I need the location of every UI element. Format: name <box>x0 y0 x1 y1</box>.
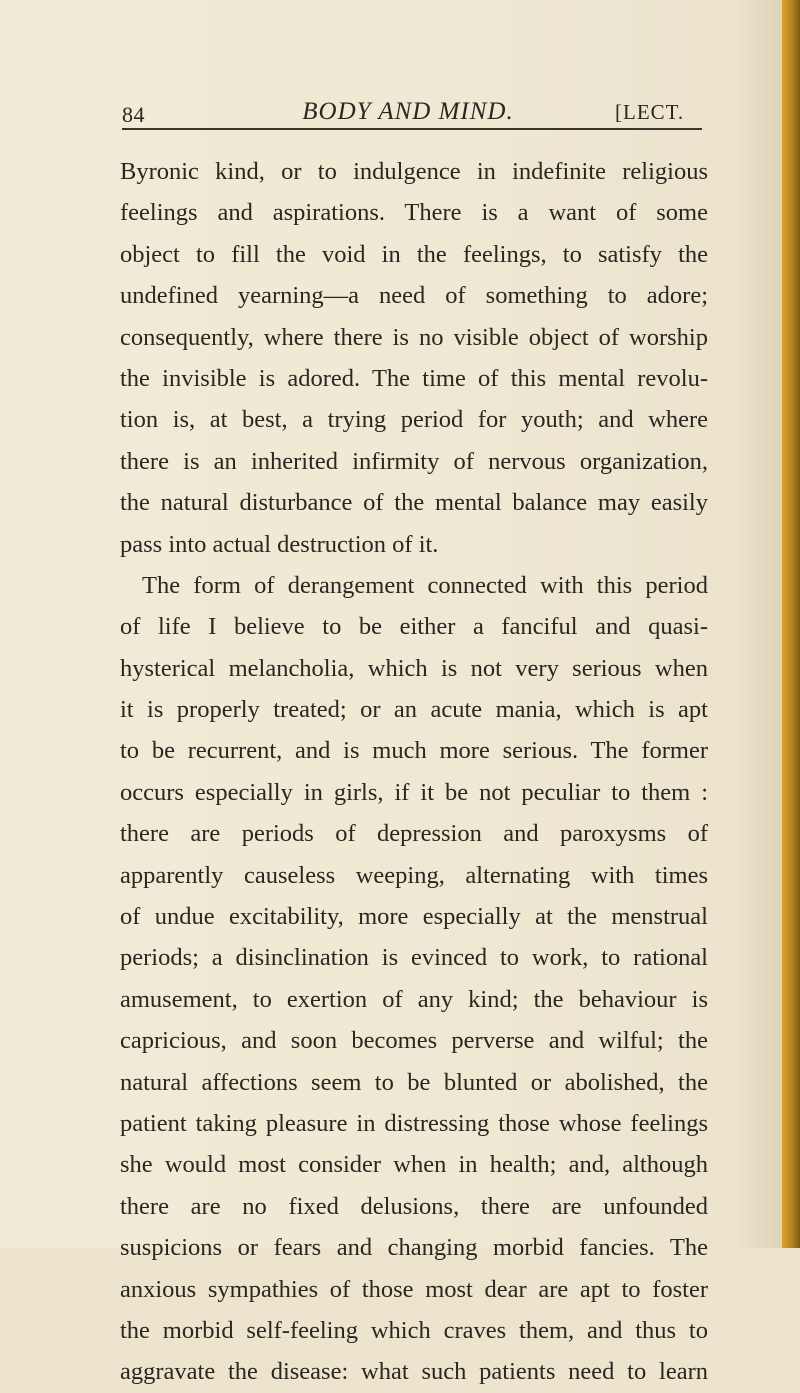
text-line: The form of derangement connected with this period <box>142 571 708 599</box>
lecture-mark: [LECT. <box>615 100 685 124</box>
text-line: the morbid self-feeling which craves them, and thus to <box>120 1316 708 1344</box>
text-line: feelings and aspirations. There is a want of some <box>120 199 708 227</box>
header-rule <box>122 128 702 130</box>
text-line: hysterical melancholia, which is not very serious when <box>120 654 708 682</box>
body-text <box>120 151 708 1393</box>
text-line: there are no fixed delusions, there are unfounded <box>120 1192 708 1220</box>
text-line: object to fill the void in the feelings, to satisfy the <box>120 240 708 268</box>
page-header <box>0 96 800 130</box>
text-line: there are periods of depression and paroxysms of <box>120 820 708 848</box>
text-line: tion is, at best, a trying period for youth; and where <box>120 406 708 434</box>
text-line: consequently, where there is no visible object of worship <box>120 323 708 351</box>
book-spine-edge <box>782 0 800 1248</box>
text-line: the invisible is adored. The time of this mental revolu- <box>120 364 708 392</box>
text-line: to be recurrent, and is much more serious. The former <box>120 737 708 765</box>
text-line: amusement, to exertion of any kind; the behaviour is <box>120 985 708 1013</box>
page-number: 84 <box>122 102 145 127</box>
text-line: aggravate the disease: what such patients need to learn <box>120 1358 708 1386</box>
text-line: suspicions or fears and changing morbid fancies. The <box>120 1234 708 1262</box>
text-line: apparently causeless weeping, alternating with times <box>120 861 708 889</box>
text-line: she would most consider when in health; and, although <box>120 1151 708 1179</box>
text-line: natural affections seem to be blunted or abolished, the <box>120 1068 708 1096</box>
text-line: it is properly treated; or an acute mania, which is apt <box>120 696 708 724</box>
text-line: periods; a disinclination is evinced to work, to rational <box>120 944 708 972</box>
text-line: the natural disturbance of the mental balance may easily <box>120 489 708 517</box>
text-line: of life I believe to be either a fanciful and quasi- <box>120 613 708 641</box>
text-line: undefined yearning—a need of something to adore; <box>120 282 708 310</box>
text-line: Byronic kind, or to indulgence in indefinite religious <box>120 158 708 185</box>
text-line: pass into actual destruction of it. <box>120 530 439 558</box>
text-line: of undue excitability, more especially at the menstrual <box>120 903 708 931</box>
text-line: capricious, and soon becomes perverse and wilful; the <box>120 1027 708 1055</box>
text-line: there is an inherited infirmity of nervous organization, <box>120 447 708 475</box>
running-title: BODY AND MIND. <box>302 98 514 125</box>
text-line: anxious sympathies of those most dear are apt to foster <box>120 1275 708 1303</box>
text-line: patient taking pleasure in distressing those whose feelings <box>120 1109 708 1137</box>
text-line: occurs especially in girls, if it be not peculiar to them : <box>120 778 708 806</box>
